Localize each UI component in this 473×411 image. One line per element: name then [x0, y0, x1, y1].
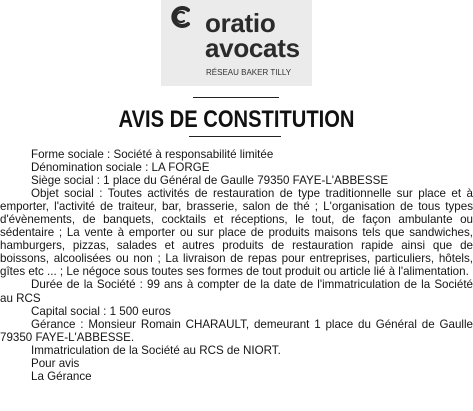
notice-title: AVIS DE CONSTITUTION [118, 106, 355, 133]
title-rule-top [193, 97, 279, 98]
paragraph-forme-sociale: Forme sociale : Société à responsabilité limitée [31, 148, 274, 161]
paragraph-duree: Durée de la Société : 99 ans à compter de la date de l'immatriculation de la Société au RCS [0, 278, 473, 305]
logo-wordmark-oratio: oratio [205, 8, 276, 38]
paragraph-objet-social: Objet social : Toutes activités de restauration de type traditionnelle sur place et à emporter, l'activité de traiteur, bar, brasserie, salon de thé ; L'organisation de tous types d'évènements, de banquets, cocktails et réceptions, le tout, de façon ambulante ou sédentaire ; La vente à emporter ou sur place de produits maisons tels que sandwiches, hamburgers, pizzas, salades et autres produits de restauration rapide ainsi que de boissons, alcoolisées ou non ; La livraison de repas pour entreprises, particuliers, hôtels, gîtes etc ... ; Le négoce sous toutes ses formes de tout produit ou article lié à l'alimentation. [0, 187, 473, 279]
logo-tagline: RÉSEAU BAKER TILLY [206, 68, 292, 77]
paragraph-gerance: Gérance : Monsieur Romain CHARAULT, demeurant 1 place du Général de Gaulle 79350 FAYE-L'ABBESSE. [0, 317, 473, 344]
notice-body [0, 148, 473, 383]
paragraph-signature: La Gérance [31, 369, 92, 383]
paragraph-immatriculation: Immatriculation de la Société au RCS de NIORT. [31, 343, 281, 357]
oratio-avocats-logo [161, 0, 312, 86]
logo-wordmark-avocats: avocats [205, 33, 300, 63]
paragraph-siege-social: Siège social : 1 place du Général de Gaulle 79350 FAYE-L'ABBESSE [31, 174, 389, 188]
title-rule-bottom [189, 136, 281, 137]
paragraph-denomination: Dénomination sociale : LA FORGE [31, 161, 210, 175]
paragraph-capital: Capital social : 1 500 euros [31, 304, 171, 318]
paragraph-pour-avis: Pour avis [31, 356, 80, 370]
swirl-c-icon [171, 5, 193, 29]
